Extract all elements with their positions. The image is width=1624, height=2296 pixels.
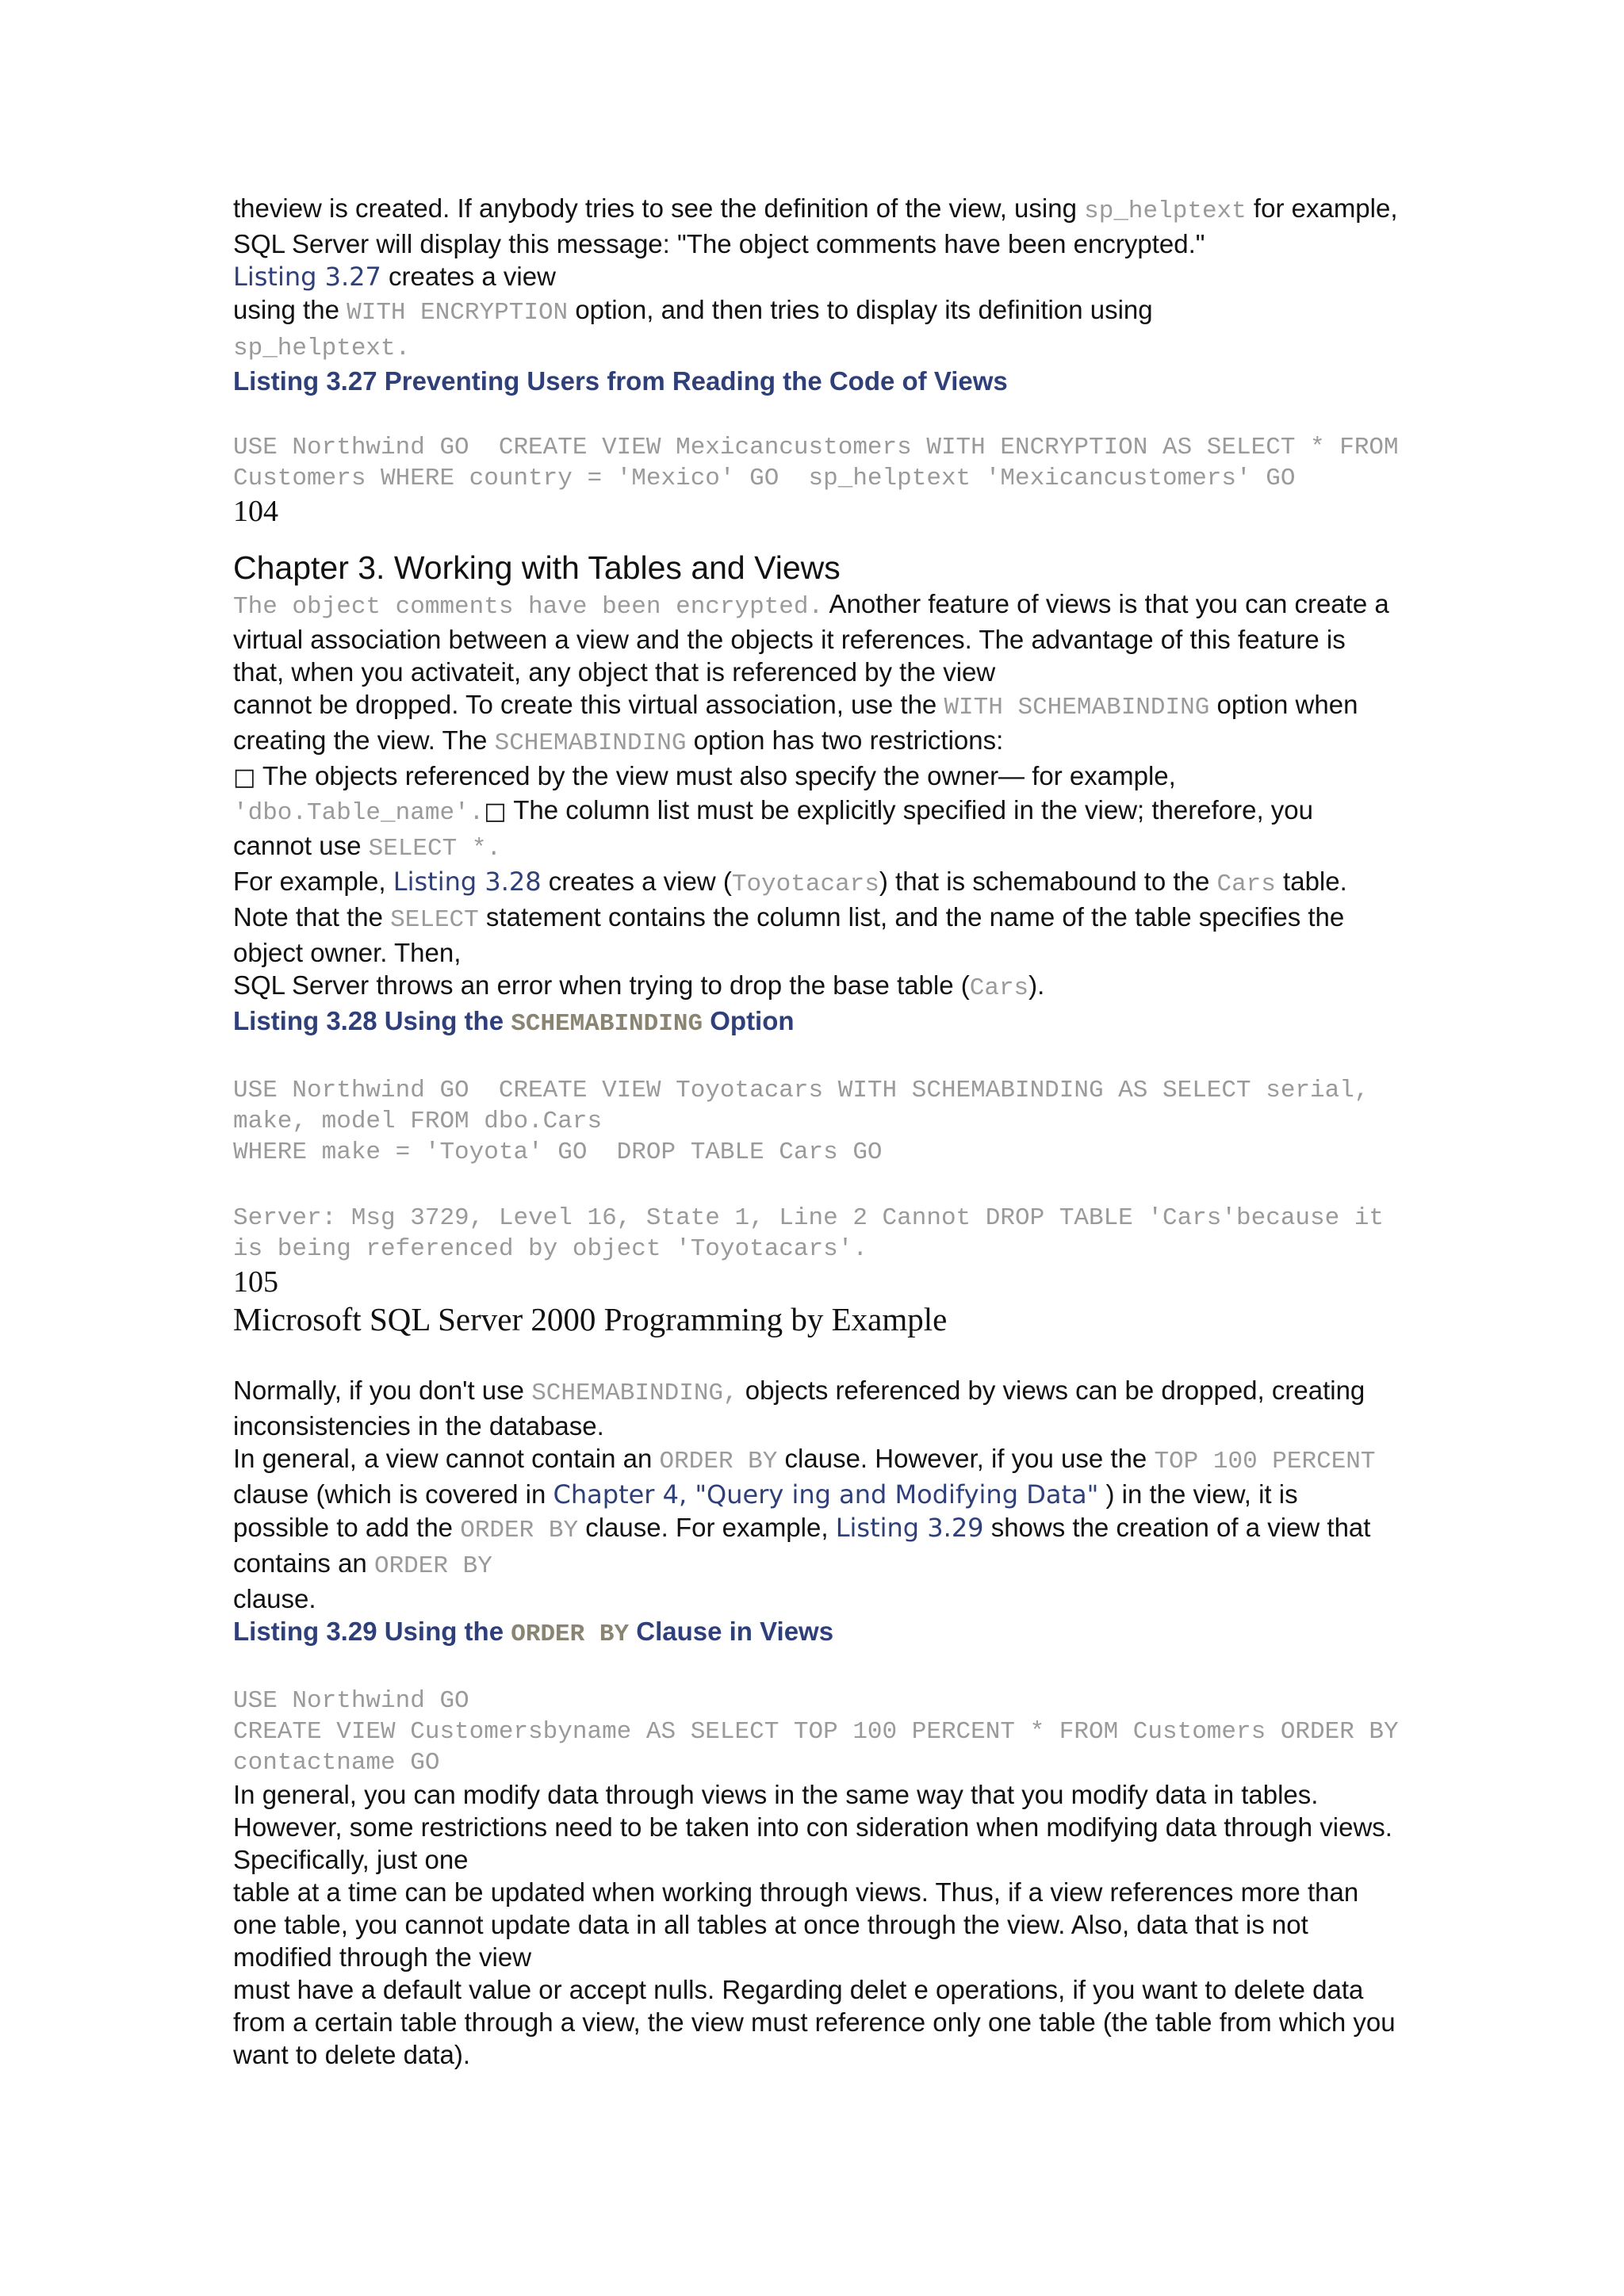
text: SQL Server throws an error when trying to drop the base table ( — [233, 970, 970, 1000]
text: option when creating the view. The — [233, 690, 1358, 755]
book-title: Microsoft SQL Server 2000 Programming by Example — [233, 1301, 948, 1337]
code-inline: sp_helptext. — [233, 335, 411, 362]
text: theview is created. If anybody tries to see the definition of the view, using — [233, 193, 1085, 223]
page-number: 104 — [233, 495, 278, 528]
text: cannot be dropped. To create this virtual association, use the — [233, 690, 944, 719]
code-inline: The object comments have been encrypted. — [233, 593, 824, 621]
code-inline: Cars — [969, 974, 1029, 1002]
text: For example, — [233, 867, 393, 896]
paragraph-with-encryption — [233, 293, 1399, 365]
text: ). — [1028, 970, 1045, 1000]
text: The objects referenced by the view must also specify the owner— for example, — [255, 761, 1176, 790]
code-inline: SCHEMABINDING — [494, 729, 687, 757]
code-inline: Toyotacars — [731, 871, 879, 898]
bullet-glyph: □ — [233, 763, 256, 791]
text: using the — [233, 295, 347, 324]
text: The column list must be explicitly specified in the view; therefore, you cannot use — [233, 795, 1313, 860]
text: statement contains the column list, and the name of the table specifies the object owner. Then, — [233, 902, 1345, 967]
chapter-4-link[interactable]: Chapter 4, "Query ing and Modifying Data" — [553, 1479, 1099, 1510]
paragraph-drop-error — [233, 969, 1399, 1004]
paragraph-clause: clause. — [233, 1584, 316, 1613]
text: In general, a view cannot contain an — [233, 1444, 660, 1473]
code-inline: SELECT *. — [368, 835, 502, 863]
text: Listing 3.28 Using the — [233, 1006, 511, 1035]
page-number: 105 — [233, 1265, 278, 1299]
listing-3-28-output: Server: Msg 3729, Level 16, State 1, Line 2 Cannot DROP TABLE 'Cars'because it is being referenced by object 'Toyotacars'. — [233, 1204, 1399, 1263]
paragraph-listing-ref — [233, 260, 1399, 293]
code-inline: sp_helptext — [1084, 197, 1247, 225]
text: option has two restrictions: — [686, 725, 1004, 755]
code-inline: ORDER BY — [460, 1517, 579, 1544]
page-content — [233, 192, 1414, 2071]
paragraph-schemabinding-intro — [233, 587, 1399, 688]
paragraph-restrictions — [233, 760, 1399, 865]
code-inline: TOP 100 PERCENT — [1154, 1448, 1376, 1475]
paragraph-encryption-intro — [233, 192, 1399, 260]
code-inline: ORDER BY — [659, 1448, 778, 1475]
listing-3-27-link[interactable]: Listing 3.27 — [233, 262, 381, 292]
text: ) that is schemabound to the — [879, 867, 1217, 896]
text: table. Note that the — [233, 867, 1347, 932]
text: Normally, if you don't use — [233, 1376, 532, 1405]
listing-3-27-heading: Listing 3.27 Preventing Users from Reading the Code of Views — [233, 366, 1008, 396]
text: Another feature of views is that you can create a virtual association between a view and the objects it references. The advantage of this feature is that, when you activateit, any object that is referenced by the view — [233, 589, 1389, 687]
listing-3-29-heading — [233, 1615, 1399, 1651]
text: ) in the view, it is possible to add the — [233, 1479, 1298, 1542]
paragraph-delete: must have a default value or accept nulls. Regarding delet e operations, if you want to delete data from a certain table through a view, the view must reference only one table (the table from which you want to delete data). — [233, 1975, 1396, 2069]
paragraph-modify-data: In general, you can modify data through views in the same way that you modify data in tables. However, some restrictions need to be taken into con sideration when modifying data through views. Specifically, just one — [233, 1780, 1392, 1874]
paragraph-order-by — [233, 1442, 1399, 1582]
text: option, and then tries to display its definition using — [568, 295, 1153, 324]
code-inline: WITH ENCRYPTION — [347, 299, 569, 327]
paragraph-toyotacars — [233, 865, 1399, 969]
chapter-title: Chapter 3. Working with Tables and Views — [233, 549, 841, 586]
text: objects referenced by views can be dropped, creating inconsistencies in the database. — [233, 1376, 1365, 1441]
code-inline: 'dbo.Table_name'. — [233, 799, 485, 827]
code-inline: SCHEMABINDING — [511, 1010, 703, 1038]
text: clause. For example, — [578, 1513, 836, 1542]
text: Clause in Views — [629, 1617, 834, 1646]
code-inline: SCHEMABINDING, — [531, 1380, 738, 1407]
listing-3-28-code: USE Northwind GO CREATE VIEW Toyotacars WITH SCHEMABINDING AS SELECT serial, make, model FROM dbo.Cars WHERE make = 'Toyota' GO DROP TABLE Cars GO — [233, 1077, 1369, 1166]
text: clause (which is covered in — [233, 1479, 553, 1509]
text: creates a view — [381, 262, 556, 291]
text: shows the creation of a view that contains an — [233, 1513, 1371, 1578]
text: Listing 3.29 Using the — [233, 1617, 511, 1646]
text: Option — [703, 1006, 795, 1035]
code-inline: SELECT — [390, 906, 479, 934]
code-inline: WITH SCHEMABINDING — [944, 694, 1210, 721]
paragraph-schemabinding-option — [233, 688, 1399, 760]
paragraph-one-table: table at a time can be updated when working through views. Thus, if a view references more than one table, you cannot update data in all tables at once through the view. Also, data that is not modified through the view — [233, 1877, 1359, 1972]
listing-3-28-heading — [233, 1004, 1399, 1040]
bullet-glyph: □ — [484, 798, 507, 825]
text: for example, SQL Server will display this message: "The object comments have been encrypted." — [233, 193, 1398, 258]
code-inline: Cars — [1216, 871, 1276, 898]
paragraph-normally — [233, 1374, 1399, 1442]
listing-3-29-code: USE Northwind GO CREATE VIEW Customersbyname AS SELECT TOP 100 PERCENT * FROM Customers ORDER BY contactname GO — [233, 1687, 1399, 1777]
text: clause. However, if you use the — [777, 1444, 1155, 1473]
code-inline: ORDER BY — [511, 1621, 630, 1648]
listing-3-29-link[interactable]: Listing 3.29 — [835, 1513, 984, 1543]
code-inline: ORDER BY — [373, 1552, 492, 1580]
listing-3-27-code: USE Northwind GO CREATE VIEW Mexicancustomers WITH ENCRYPTION AS SELECT * FROM Customers WHERE country = 'Mexico' GO sp_helptext 'Mexicancustomers' GO — [233, 434, 1414, 492]
text: creates a view ( — [541, 867, 732, 896]
listing-3-28-link[interactable]: Listing 3.28 — [393, 867, 542, 897]
